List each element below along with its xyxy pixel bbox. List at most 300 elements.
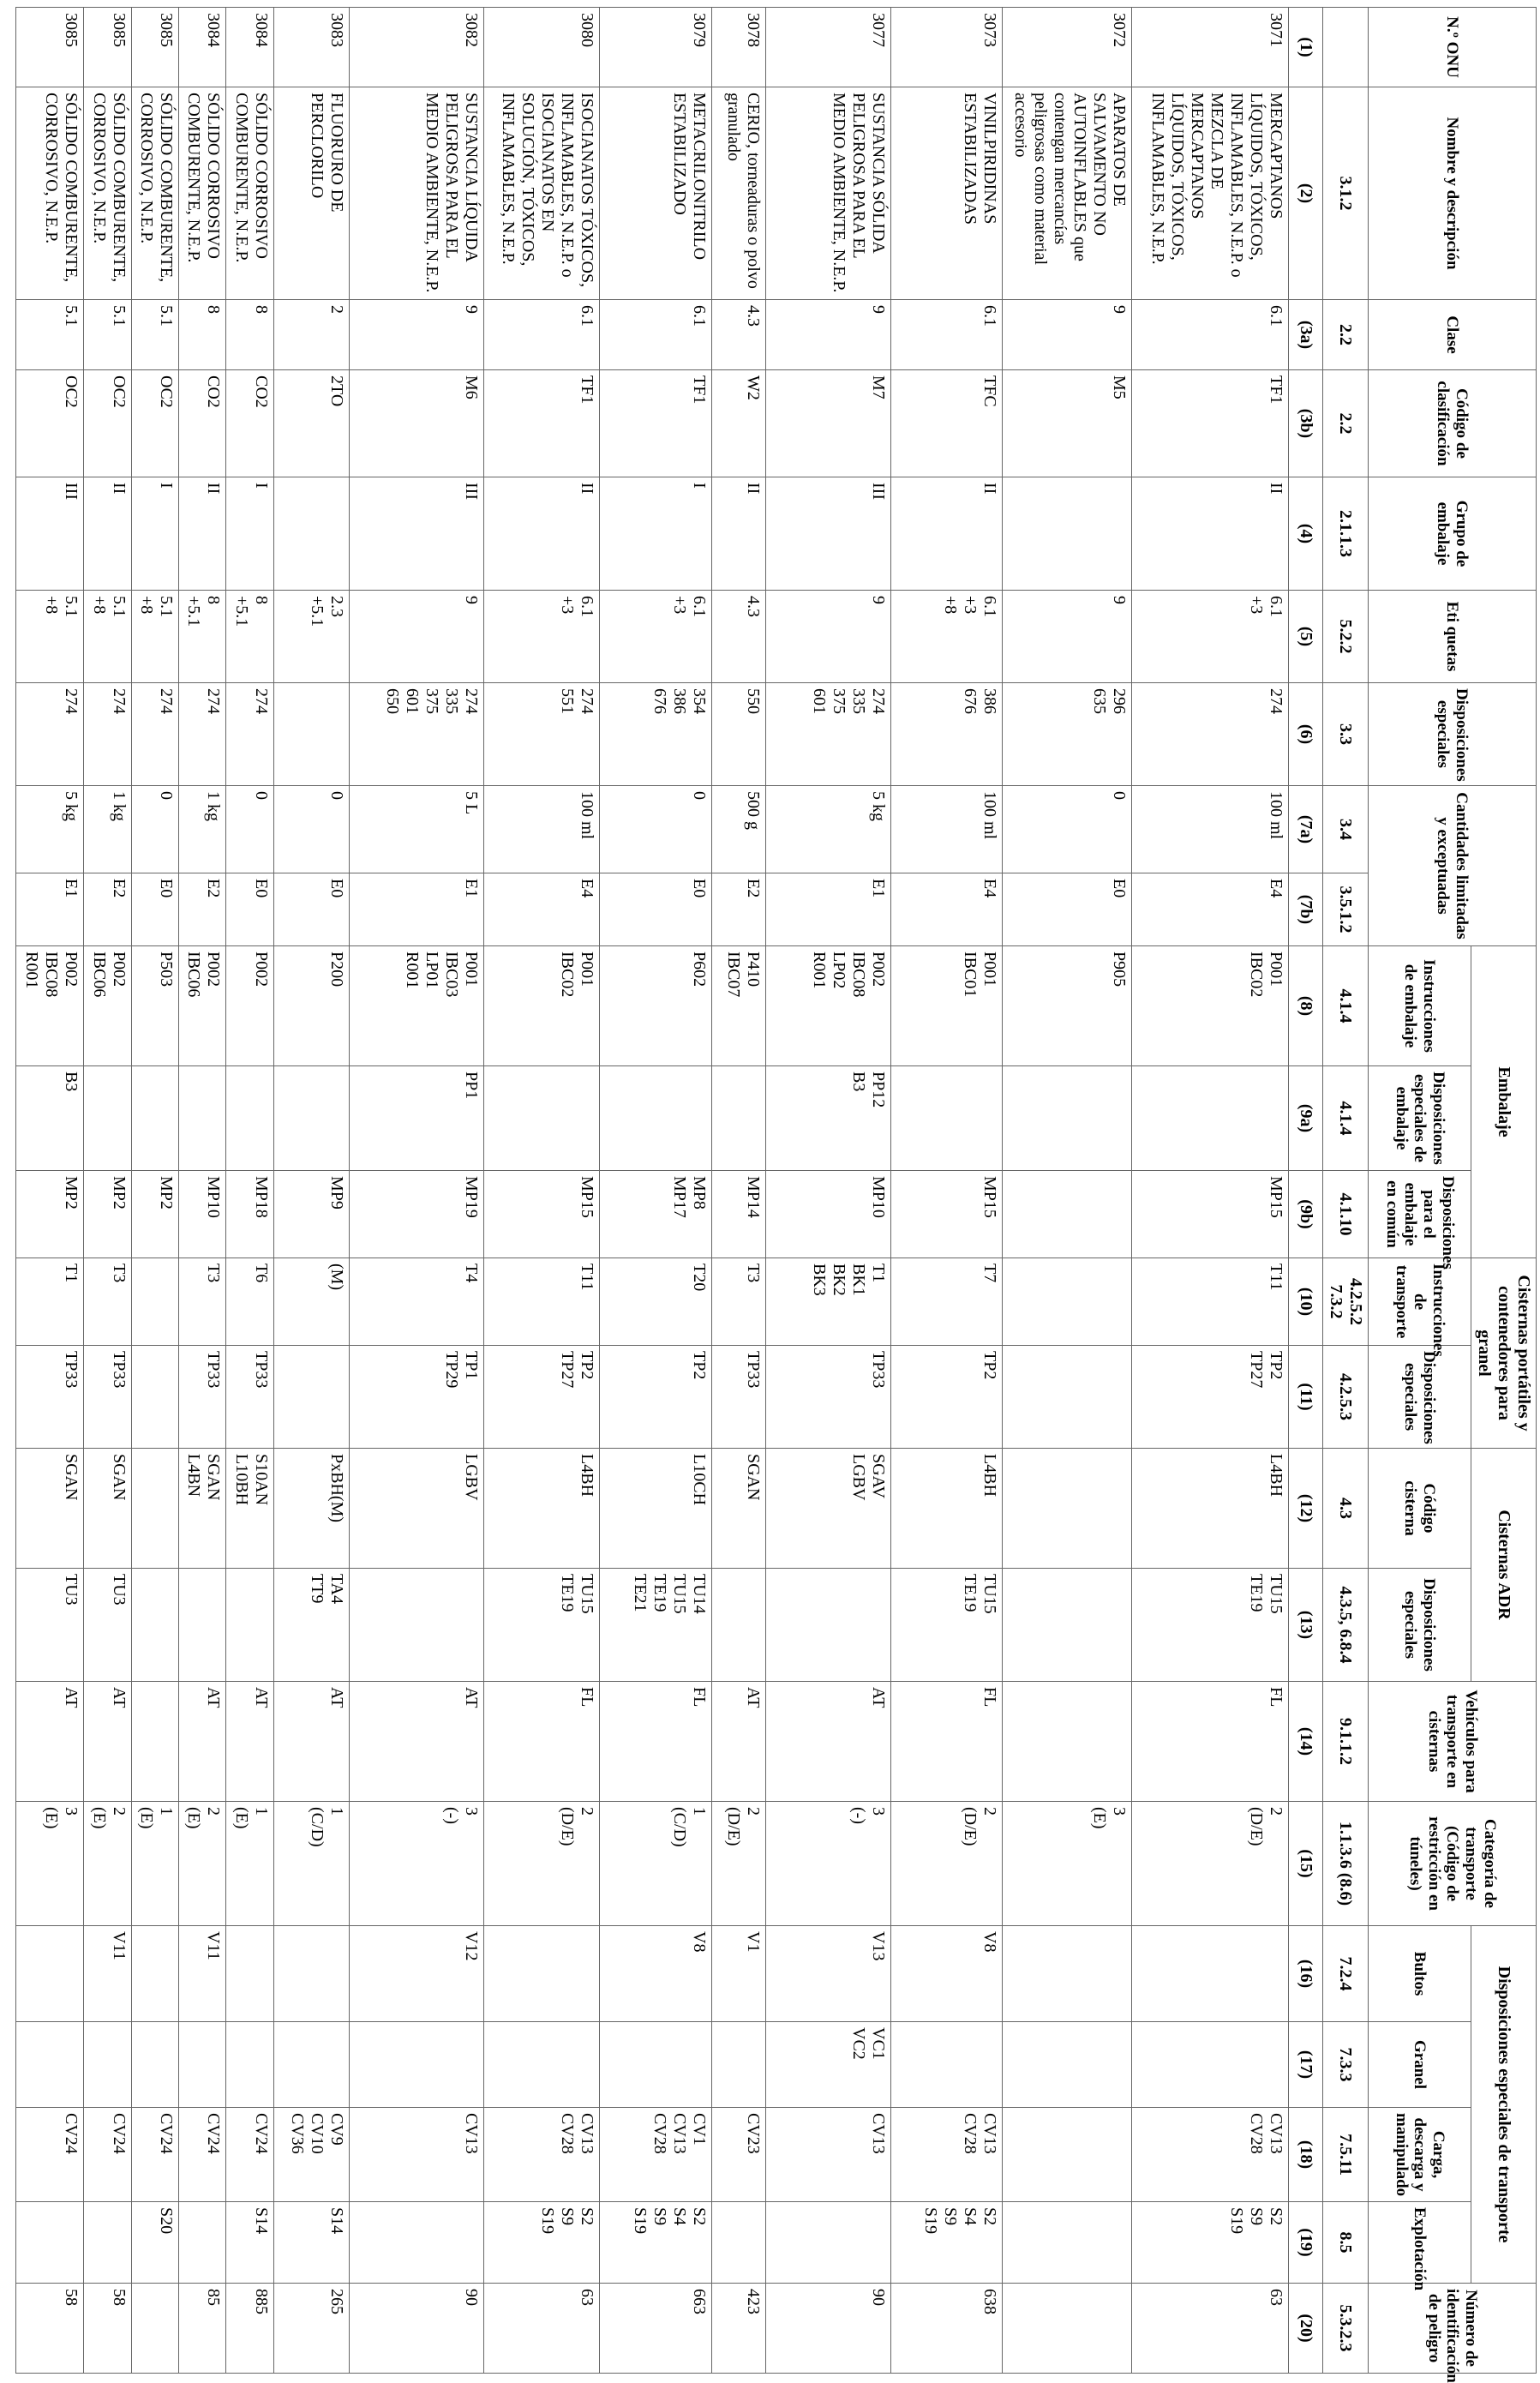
table-cell [1003,1066,1132,1171]
table-cell [16,1926,84,2022]
table-cell: 386 676 [890,683,1002,786]
table-cell [1003,1171,1132,1258]
table-cell [16,2202,84,2284]
table-cell: 265 [273,2284,350,2374]
table-cell [226,2022,273,2108]
table-cell: 4.3 [711,300,765,370]
table-cell: 663 [600,2284,711,2374]
table-cell: CV13 CV28 [890,2108,1002,2202]
table-cell: I [131,477,178,591]
table-cell: 2 (D/E) [890,1802,1002,1926]
table-cell: P001 IBC03 LP01 R001 [350,946,484,1066]
table-cell: E0 [273,873,350,946]
table-cell: AT [179,1682,226,1802]
table-cell: E4 [1132,873,1289,946]
table-cell: P602 [600,946,711,1066]
table-cell: LGBV [350,1449,484,1569]
table-cell: CV23 [711,2108,765,2202]
table-cell: SÓLIDO COMBURENTE, CORROSIVO, N.E.P. [84,87,131,300]
column-number-cell: (14) [1289,1682,1323,1802]
table-cell: CV24 [84,2108,131,2202]
table-row [483,8,600,2374]
table-cell: TA4 TT9 [273,1569,350,1682]
table-cell: 423 [711,2284,765,2374]
table-cell: T3 [179,1258,226,1346]
table-cell: 2TO [273,370,350,477]
header-vehicle: Vehículos para transporte en cisternas [1369,1682,1537,1802]
table-cell: TP33 [226,1346,273,1449]
table-cell: T7 [890,1258,1002,1346]
table-cell [84,1066,131,1171]
table-row [350,8,484,2374]
table-cell: SUSTANCIA SÓLIDA PELIGROSA PARA EL MEDIO AMBIENTE, N.E.P. [765,87,890,300]
column-number-cell: (16) [1289,1926,1323,2022]
table-cell: T3 [84,1258,131,1346]
header-operation: Explotación [1369,2202,1471,2284]
table-cell: E0 [1003,873,1132,946]
table-cell: M5 [1003,370,1132,477]
table-cell: AT [350,1682,484,1802]
table-cell: 0 [131,786,178,873]
table-cell: 5.1 +8 [84,591,131,683]
ref-cell: 4.1.4 [1323,1066,1369,1171]
table-cell: TP2 [890,1346,1002,1449]
table-cell: P001 IBC02 [1132,946,1289,1066]
table-cell: 3084 [226,8,273,87]
table-cell [1003,1569,1132,1682]
table-cell: 6.1 [483,300,600,370]
table-cell: SGAV LGBV [765,1449,890,1569]
header-hazard-id: Número de identificación de peligro [1369,2284,1537,2374]
table-cell [131,1449,178,1569]
table-cell: CV24 [226,2108,273,2202]
table-cell: T1 [16,1258,84,1346]
table-cell: PP12 B3 [765,1066,890,1171]
table-cell: 6.1 +3 [1132,591,1289,683]
table-cell: CV24 [179,2108,226,2202]
table-cell [1003,2202,1132,2284]
column-number-cell: (15) [1289,1802,1323,1926]
table-cell: 3082 [350,8,484,87]
table-cell: ISOCIANATOS TÓXICOS, INFLAMABLES, N.E.P. o ISOCIANATOS EN SOLUCIÓN, TÓXICOS, INFLAMABLES, N.E.P. [483,87,600,300]
table-cell [711,2022,765,2108]
table-cell: S2 S9 S19 [483,2202,600,2284]
table-cell: 3 (-) [765,1802,890,1926]
table-cell: 3078 [711,8,765,87]
table-cell: 1 (C/D) [600,1802,711,1926]
header-transport-instr: Instrucciones de transporte [1369,1258,1471,1346]
table-cell: III [765,477,890,591]
table-cell: MP18 [226,1171,273,1258]
table-cell: CV24 [16,2108,84,2202]
table-cell: CV13 [765,2108,890,2202]
table-cell: 9 [765,300,890,370]
ref-cell: 4.3.5, 6.8.4 [1323,1569,1369,1682]
table-cell: CO2 [226,370,273,477]
table-cell: V8 [890,1926,1002,2022]
table-cell: 3 (E) [16,1802,84,1926]
table-cell: CERIO, torneaduras o polvo granulado [711,87,765,300]
table-cell: P001 IBC01 [890,946,1002,1066]
table-cell: II [711,477,765,591]
table-cell [1003,1926,1132,2022]
table-cell: 58 [84,2284,131,2374]
header-mixed-packing: Disposiciones para el embalaje en común [1369,1171,1471,1258]
table-cell: III [350,477,484,591]
table-cell [84,2202,131,2284]
header-packaging-group: Embalaje [1471,946,1537,1258]
table-cell: P002 IBC08 LP02 R001 [765,946,890,1066]
table-cell [1003,1258,1132,1346]
table-cell: 2 (E) [179,1802,226,1926]
table-cell [131,2022,178,2108]
table-cell [1003,2284,1132,2374]
table-cell [1003,1682,1132,1802]
table-cell: 90 [765,2284,890,2374]
table-cell: L10CH [600,1449,711,1569]
table-cell: 5.1 +8 [16,591,84,683]
table-cell: S2 S4 S9 S19 [890,2202,1002,2284]
ref-cell: 2.2 [1323,300,1369,370]
table-cell: 8 +5.1 [179,591,226,683]
header-portable-special: Disposiciones especiales [1369,1346,1471,1449]
table-cell [711,1066,765,1171]
table-cell: SGAN L4BN [179,1449,226,1569]
table-cell: APARATOS DE SALVAMENTO NO AUTOINFLABLES que contengan mercancías peligrosas como material accesorio [1003,87,1132,300]
header-transport-cat: Categoría de transporte (Código de restricción en túneles) [1369,1802,1537,1926]
table-cell: 3085 [16,8,84,87]
table-cell: FL [890,1682,1002,1802]
table-cell: SÓLIDO COMBURENTE, CORROSIVO, N.E.P. [131,87,178,300]
table-cell: 2 (D/E) [483,1802,600,1926]
header-name: Nombre y descripción [1369,87,1537,300]
table-cell: M7 [765,370,890,477]
ref-cell: 2.1.1.3 [1323,477,1369,591]
ref-cell: 3.1.2 [1323,87,1369,300]
table-cell: M6 [350,370,484,477]
table-cell: 3077 [765,8,890,87]
table-cell: B3 [16,1066,84,1171]
table-cell: 354 386 676 [600,683,711,786]
table-cell: 9 [1003,300,1132,370]
table-cell [179,2022,226,2108]
table-cell: 5.1 [16,300,84,370]
table-cell: MP2 [16,1171,84,1258]
header-pack-instr: Instrucciones de embalaje [1369,946,1471,1066]
table-cell: 63 [1132,2284,1289,2374]
table-cell: 2 (D/E) [1132,1802,1289,1926]
table-cell: T3 [711,1258,765,1346]
table-cell: TU15 TE19 [890,1569,1002,1682]
table-cell: 274 [226,683,273,786]
column-number-cell: (5) [1289,591,1323,683]
table-cell: E1 [350,873,484,946]
ref-cell: 7.3.3 [1323,2022,1369,2108]
column-number-cell: (1) [1289,8,1323,87]
table-cell: 3080 [483,8,600,87]
table-cell: CV13 CV28 [483,2108,600,2202]
table-cell: MP9 [273,1171,350,1258]
table-row [890,8,1002,2374]
header-adr-group: Cisternas ADR [1471,1449,1537,1682]
table-cell: TFC [890,370,1002,477]
table-cell: 6.1 [600,300,711,370]
table-cell [1003,1346,1132,1449]
header-bulk: Granel [1369,2022,1471,2108]
table-cell: P002 IBC06 [179,946,226,1066]
table-cell: TF1 [483,370,600,477]
table-cell: MP15 [890,1171,1002,1258]
column-number-cell: (3b) [1289,370,1323,477]
table-cell: 6.1 +3 [483,591,600,683]
table-cell: 6.1 [1132,300,1289,370]
table-cell [1132,1926,1289,2022]
table-cell: AT [84,1682,131,1802]
table-cell: MERCAPTANOS LÍQUIDOS, TÓXICOS, INFLAMABLES, N.E.P. o MEZCLA DE MERCAPTANOS LÍQUIDOS, TÓXICOS, INFLAMABLES, N.E.P. [1132,87,1289,300]
table-cell: 274 335 375 601 650 [350,683,484,786]
table-cell: 3 (-) [350,1802,484,1926]
header-tank-special: Disposiciones especiales [1369,1569,1471,1682]
table-cell [765,2202,890,2284]
table-row [179,8,226,2374]
table-cell: OC2 [131,370,178,477]
column-number-cell: (10) [1289,1258,1323,1346]
table-cell: TF1 [600,370,711,477]
table-cell: 5 L [350,786,484,873]
header-pack-special: Disposiciones especiales de embalaje [1369,1066,1471,1171]
table-cell: P002 IBC08 R001 [16,946,84,1066]
table-cell: E1 [16,873,84,946]
table-cell [1132,2022,1289,2108]
table-cell: P002 [226,946,273,1066]
table-cell: E0 [131,873,178,946]
table-cell: AT [765,1682,890,1802]
table-cell: OC2 [84,370,131,477]
ref-cell: 4.1.10 [1323,1171,1369,1258]
table-cell: V13 [765,1926,890,2022]
column-number-cell: (9a) [1289,1066,1323,1171]
table-cell [890,1066,1002,1171]
table-cell: 274 [84,683,131,786]
table-cell: E4 [483,873,600,946]
ref-cell: 7.5.11 [1323,2108,1369,2202]
table-cell: P001 IBC02 [483,946,600,1066]
table-cell: 8 [179,300,226,370]
column-number-cell: (9b) [1289,1171,1323,1258]
table-cell [600,2022,711,2108]
table-cell: 2.3 +5.1 [273,591,350,683]
ref-cell: 7.2.4 [1323,1926,1369,2022]
table-cell: 638 [890,2284,1002,2374]
table-cell: 3 (E) [1003,1802,1132,1926]
table-cell: 0 [273,786,350,873]
table-cell [711,2202,765,2284]
table-cell: S2 S9 S19 [1132,2202,1289,2284]
table-cell: OC2 [16,370,84,477]
table-cell [131,1346,178,1449]
table-cell: TP2 [600,1346,711,1449]
table-cell [600,1066,711,1171]
table-cell: I [226,477,273,591]
table-cell [226,1926,273,2022]
table-cell: E2 [711,873,765,946]
table-cell: AT [711,1682,765,1802]
table-row [273,8,350,2374]
header-loading: Carga, descarga y manipulado [1369,2108,1471,2202]
table-cell: CV13 CV28 [1132,2108,1289,2202]
column-number-cell: (7a) [1289,786,1323,873]
table-cell: S10AN L10BH [226,1449,273,1569]
table-cell: TU14 TU15 TE19 TE21 [600,1569,711,1682]
table-cell: 1 (C/D) [273,1802,350,1926]
table-cell [131,1569,178,1682]
table-cell: 6.1 +3 +8 [890,591,1002,683]
table-cell: TP1 TP29 [350,1346,484,1449]
table-cell [273,1346,350,1449]
table-cell: SÓLIDO CORROSIVO COMBURENTE, N.E.P. [226,87,273,300]
table-row [131,8,178,2374]
table-cell: V11 [84,1926,131,2022]
ref-cell: 4.1.4 [1323,946,1369,1066]
table-cell: P002 IBC06 [84,946,131,1066]
table-cell: T11 [483,1258,600,1346]
table-cell: 5.1 [131,300,178,370]
ref-cell: 2.2 [1323,370,1369,477]
table-cell [273,683,350,786]
header-labels: Eti quetas [1369,591,1537,683]
table-cell [711,1569,765,1682]
header-row-groups [1471,8,1537,2374]
table-cell [84,2022,131,2108]
column-number-cell: (8) [1289,946,1323,1066]
table-cell: 885 [226,2284,273,2374]
table-cell [131,2284,178,2374]
table-cell: E0 [600,873,711,946]
table-cell: 9 [765,591,890,683]
table-row [84,8,131,2374]
column-number-cell: (6) [1289,683,1323,786]
table-cell: T1 BK1 BK2 BK3 [765,1258,890,1346]
table-cell: PP1 [350,1066,484,1171]
table-cell: 5 kg [16,786,84,873]
table-cell: 3079 [600,8,711,87]
table-row [1003,8,1132,2374]
table-row [711,8,765,2374]
table-row [765,8,890,2374]
table-cell: SGAN [16,1449,84,1569]
table-cell: L4BH [1132,1449,1289,1569]
table-cell [350,2022,484,2108]
header-portable-group: Cisternas portátiles y contenedores para granel [1471,1258,1537,1449]
table-cell: SÓLIDO COMBURENTE, CORROSIVO, N.E.P. [16,87,84,300]
table-cell: 274 551 [483,683,600,786]
table-cell [273,1926,350,2022]
ref-cell: 4.3 [1323,1449,1369,1569]
table-cell [131,1258,178,1346]
ref-cell [1323,8,1369,87]
table-cell: 274 [131,683,178,786]
column-number-cell: (3a) [1289,300,1323,370]
table-cell: I [600,477,711,591]
table-cell: METACRILONITRILO ESTABILIZADO [600,87,711,300]
table-cell: TU15 TE19 [483,1569,600,1682]
table-cell: CV9 CV10 CV36 [273,2108,350,2202]
table-cell: T4 [350,1258,484,1346]
ref-cell: 5.2.2 [1323,591,1369,683]
table-cell: TP33 [179,1346,226,1449]
table-row [226,8,273,2374]
table-cell: 9 [350,591,484,683]
table-cell: 9 [1003,591,1132,683]
table-cell: MP10 [179,1171,226,1258]
table-cell [226,1569,273,1682]
table-cell: VC1 VC2 [765,2022,890,2108]
table-cell: 3085 [131,8,178,87]
column-number-cell: (20) [1289,2284,1323,2374]
table-cell: SUSTANCIA LÍQUIDA PELIGROSA PARA EL MEDIO AMBIENTE, N.E.P. [350,87,484,300]
table-cell: 1 kg [179,786,226,873]
table-cell: 6.1 +3 [600,591,711,683]
table-cell: II [179,477,226,591]
table-cell [483,1926,600,2022]
table-cell: FL [1132,1682,1289,1802]
table-cell: 3073 [890,8,1002,87]
table-cell: (M) [273,1258,350,1346]
table-cell: 3071 [1132,8,1289,87]
table-cell: 58 [16,2284,84,2374]
table-cell: TP33 [711,1346,765,1449]
table-cell: AT [226,1682,273,1802]
table-cell [16,2022,84,2108]
header-special-transport-group: Disposiciones especiales de transporte [1471,1926,1537,2284]
table-cell: 90 [350,2284,484,2374]
table-cell: V1 [711,1926,765,2022]
ref-cell: 5.3.2.3 [1323,2284,1369,2374]
table-cell: V8 [600,1926,711,2022]
column-number-cell: (19) [1289,2202,1323,2284]
table-cell: S20 [131,2202,178,2284]
table-cell: MP10 [765,1171,890,1258]
header-class-code: Código de clasificación [1369,370,1537,477]
table-cell: MP15 [483,1171,600,1258]
table-cell: 5 kg [765,786,890,873]
table-cell: 0 [600,786,711,873]
table-cell: 0 [226,786,273,873]
table-cell: PxBH(M) [273,1449,350,1569]
column-number-cell: (4) [1289,477,1323,591]
table-cell: E1 [765,873,890,946]
table-cell [226,1066,273,1171]
table-cell [890,2022,1002,2108]
header-tank-code: Código cisterna [1369,1449,1471,1569]
column-number-cell: (13) [1289,1569,1323,1682]
table-cell: 550 [711,683,765,786]
table-cell: CV13 [350,2108,484,2202]
table-cell: 4.3 [711,591,765,683]
table-cell: 1 kg [84,786,131,873]
table-cell: 8 +5.1 [226,591,273,683]
table-cell: E4 [890,873,1002,946]
ref-cell: 3.4 [1323,786,1369,873]
table-cell: TP33 [16,1346,84,1449]
table-body [16,8,1289,2374]
header-un-no: N.º ONU [1369,8,1537,87]
table-cell: TF1 [1132,370,1289,477]
table-row [600,8,711,2374]
table-cell: 1 (E) [131,1802,178,1926]
table-cell: MP15 [1132,1171,1289,1258]
table-cell: 100 ml [890,786,1002,873]
